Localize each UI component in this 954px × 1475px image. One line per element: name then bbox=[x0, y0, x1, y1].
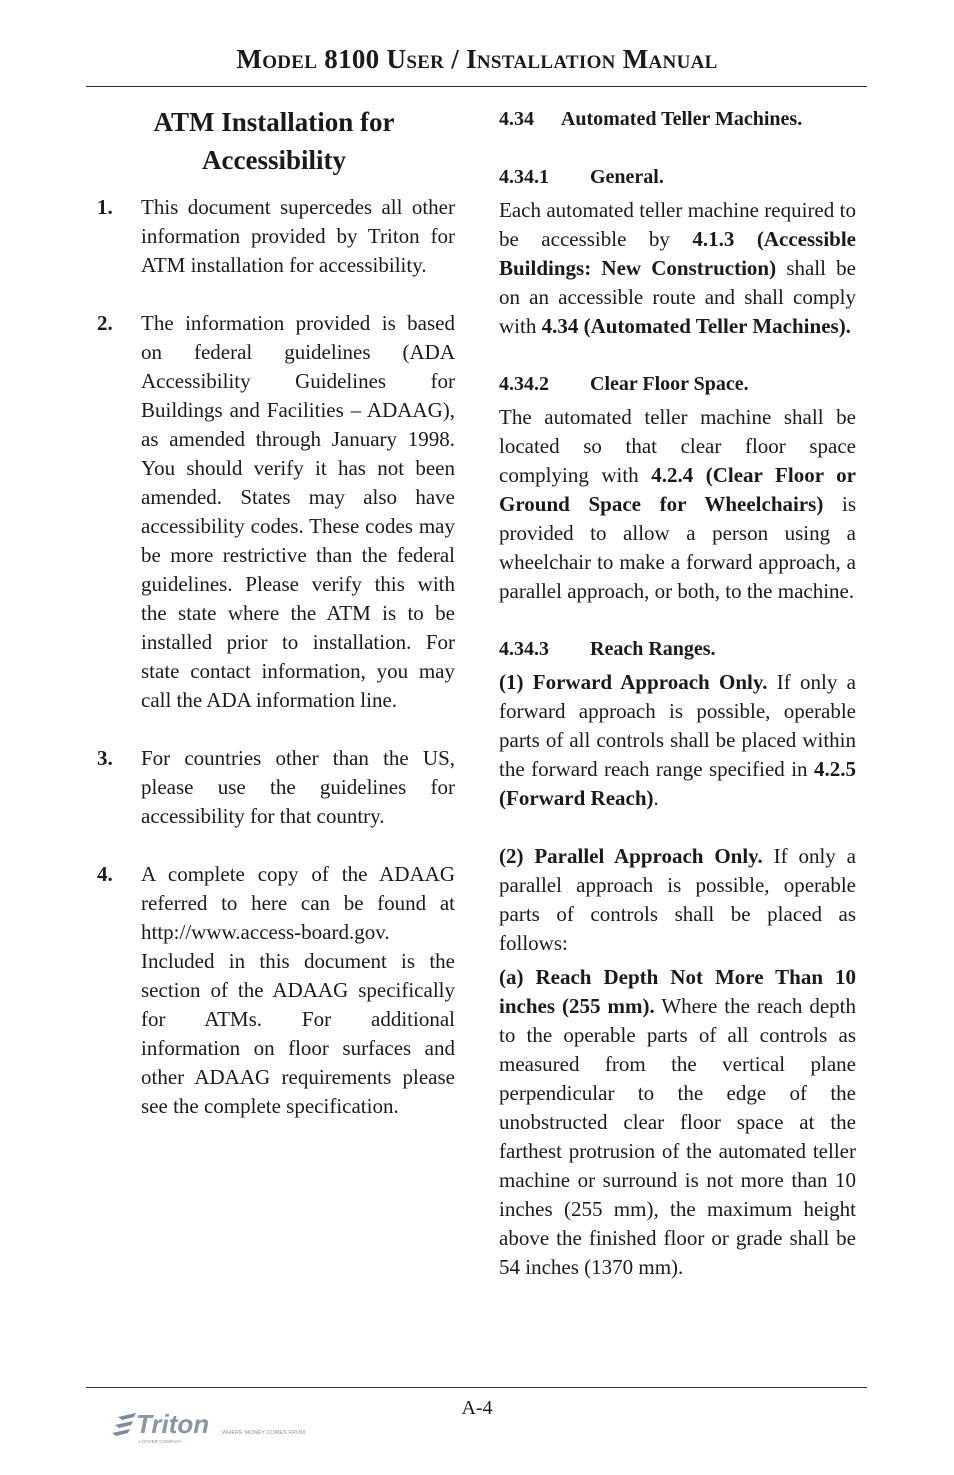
paragraph-reach-depth bbox=[499, 963, 856, 1282]
heading-4-34-3 bbox=[499, 634, 856, 664]
heading-4-34-1 bbox=[499, 162, 856, 192]
text-run: If only a forward approach is possible, operable parts of all controls shall be placed within the forward reach range specified in bbox=[499, 670, 856, 781]
heading-number: 4.34.3 bbox=[499, 638, 549, 660]
heading-4-34 bbox=[499, 104, 856, 134]
section-title bbox=[97, 103, 455, 179]
text-run: If only a parallel approach is possible, operable parts of controls shall be placed as follows: bbox=[499, 844, 856, 955]
list-item-number: 2. bbox=[97, 311, 113, 335]
logo-tagline: WHERE MONEY COMES FROM. bbox=[222, 1430, 307, 1436]
text-run: shall be on an accessible route and shall comply with bbox=[499, 256, 856, 338]
heading-number: 4.34.1 bbox=[499, 166, 549, 188]
section-title-line1: ATM Installation for bbox=[153, 107, 395, 137]
list-item-text: For countries other than the US, please use the guidelines for accessibility for that country. bbox=[141, 746, 455, 828]
logo-swoosh-icon bbox=[112, 1413, 136, 1436]
reference-bold: 4.2.4 (Clear Floor or Ground Space for Wheelchairs) bbox=[499, 463, 856, 516]
reference-bold: 4.1.3 (Accessible Buildings: New Construction) bbox=[499, 227, 856, 280]
paragraph-label: (2) Parallel Approach Only. bbox=[499, 844, 763, 868]
triton-logo bbox=[112, 1403, 327, 1449]
list-item-text: This document supercedes all other information provided by Triton for ATM installation for accessibility. bbox=[141, 195, 455, 277]
heading-text: Clear Floor Space. bbox=[590, 373, 749, 395]
heading-number: 4.34.2 bbox=[499, 373, 549, 395]
text-run: The automated teller machine shall be located so that clear floor space complying with bbox=[499, 405, 856, 487]
left-column bbox=[97, 103, 455, 1150]
footer-rule bbox=[86, 1387, 867, 1388]
page-number: A-4 bbox=[461, 1397, 493, 1419]
list-item bbox=[97, 193, 455, 280]
text-run: is provided to allow a person using a wheelchair to make a forward approach, a parallel approach, or both, to the machine. bbox=[499, 492, 856, 603]
list-item-number: 4. bbox=[97, 862, 113, 886]
heading-text: Automated Teller Machines. bbox=[560, 108, 803, 130]
paragraph-clear-floor bbox=[499, 403, 856, 606]
logo-wordmark: Triton bbox=[136, 1409, 210, 1439]
list-item-number: 3. bbox=[97, 746, 113, 770]
heading-number: 4.34 bbox=[499, 108, 534, 130]
paragraph-general bbox=[499, 196, 856, 341]
list-item bbox=[97, 860, 455, 1121]
heading-text: General. bbox=[590, 166, 664, 188]
page-header-title: Model 8100 User / Installation Manual bbox=[236, 44, 718, 74]
right-column bbox=[499, 104, 856, 1310]
header-rule bbox=[86, 86, 867, 87]
text-run: . bbox=[653, 786, 659, 810]
section-title-line2: Accessibility bbox=[202, 145, 346, 175]
paragraph-label: (1) Forward Approach Only. bbox=[499, 670, 768, 694]
paragraph-parallel-approach bbox=[499, 842, 856, 958]
list-item-number: 1. bbox=[97, 195, 113, 219]
heading-4-34-2 bbox=[499, 369, 856, 399]
reference-bold: 4.2.5 (Forward Reach) bbox=[499, 757, 856, 810]
list-item bbox=[97, 309, 455, 715]
paragraph-label: (a) Reach Depth Not More Than 10 inches (255 mm). bbox=[499, 965, 856, 1018]
list-item-text: The information provided is based on federal guidelines (ADA Accessibility Guidelines for Buildings and Facilities – ADAAG), as amended through January 1998. You should verify it has not been amended. States may also have accessibility codes. These codes may be more restrictive than the federal guidelines. Please verify this with the state where the ATM is to be installed prior to installation. For state contact information, you may call the ADA information line. bbox=[141, 311, 455, 712]
reference-bold: 4.34 (Automated Teller Machines). bbox=[541, 314, 851, 338]
text-run: Each automated teller machine required to be accessible by bbox=[499, 198, 856, 251]
list-item-text: A complete copy of the ADAAG referred to here can be found at http://www.access-board.gov. Included in this document is the section of the ADAAG specifically for ATMs. For additional information on floor surfaces and other ADAAG requirements please see the complete specification. bbox=[141, 862, 455, 1118]
paragraph-forward-approach bbox=[499, 668, 856, 813]
list-item bbox=[97, 744, 455, 831]
text-run: Where the reach depth to the operable parts of all controls as measured from the vertical plane perpendicular to the edge of the unobstructed clear floor space at the farthest protrusion of the automated teller machine or surround is not more than 10 inches (255 mm), the maximum height above the finished floor or grade shall be 54 inches (1370 mm). bbox=[499, 994, 857, 1279]
logo-subline: A DOVER COMPANY bbox=[138, 1439, 182, 1444]
heading-text: Reach Ranges. bbox=[590, 638, 716, 660]
